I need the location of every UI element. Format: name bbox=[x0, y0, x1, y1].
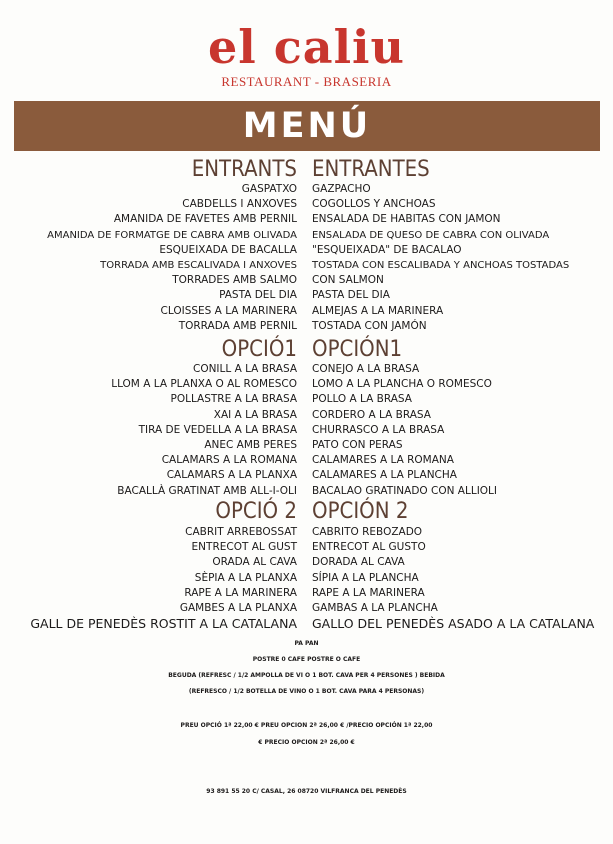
bread-line: PA PAN bbox=[294, 640, 319, 647]
section-title-ca: ENTRANTS bbox=[191, 157, 297, 182]
menu-item: SÈPIA A LA PLANXA SÍPIA A LA PLANCHA bbox=[194, 571, 419, 584]
menu-item: TIRA DE VEDELLA A LA BRASA CHURRASCO A LA BRASA bbox=[138, 423, 445, 436]
menu-item: ORADA AL CAVA DORADA AL CAVA bbox=[212, 556, 405, 569]
entrants-list bbox=[0, 182, 613, 334]
menu-item: CABRIT ARREBOSSAT CABRITO REBOZADO bbox=[185, 526, 423, 538]
menu-item: TORRADA AMB ESCALIVADA I ANXOVES TOSTADA CON ESCALIBADA Y ANCHOAS TOSTADAS bbox=[100, 259, 570, 271]
section-header-opcio1 bbox=[0, 336, 613, 364]
menu-item: CONILL A LA BRASA CONEJO A LA BRASA bbox=[192, 363, 420, 375]
section-header-opcio2 bbox=[0, 498, 613, 526]
menu-item: ENTRECOT AL GUST ENTRECOT AL GUSTO bbox=[191, 541, 426, 554]
price-line-1: PREU OPCIÓ 1ª 22,00 € PREU OPCION 2ª 26,00 € /PRECIO OPCIÓN 1ª 22,00 bbox=[180, 722, 433, 729]
section-header-entrants bbox=[0, 156, 613, 184]
section-title-es: OPCIÓN 2 bbox=[312, 499, 409, 524]
section-title-es: OPCIÓN1 bbox=[312, 337, 403, 362]
opcio1-list bbox=[0, 362, 613, 499]
menu-item: POLLASTRE A LA BRASA POLLO A LA BRASA bbox=[170, 393, 412, 406]
menu-item: XAI A LA BRASA CORDERO A LA BRASA bbox=[213, 408, 431, 421]
menu-title-band bbox=[14, 101, 600, 151]
opcio2-list bbox=[0, 525, 613, 632]
menu-item: GALL DE PENEDÈS ROSTIT A LA CATALANA GALLO DEL PENEDÈS ASADO A LA CATALANA bbox=[30, 616, 595, 632]
section-title-es: ENTRANTES bbox=[312, 157, 430, 182]
menu-item: CLOISSES A LA MARINERA ALMEJAS A LA MARINERA bbox=[160, 304, 444, 317]
menu-item: GASPATXO GAZPACHO bbox=[241, 183, 371, 195]
section-title-ca: OPCIÓ1 bbox=[221, 337, 297, 362]
drink-line-1: BEGUDA (REFRESC / 1/2 AMPOLLA DE VI O 1 BOT. CAVA PER 4 PERSONES ) BEBIDA bbox=[168, 672, 445, 679]
menu-item: RAPE A LA MARINERA RAPE A LA MARINERA bbox=[184, 586, 425, 599]
contact-line: 93 891 55 20 C/ CASAL, 26 08720 VILFRANCA DEL PENEDÈS bbox=[206, 788, 407, 795]
menu-item: AMANIDA DE FAVETES AMB PERNIL ENSALADA DE HABITAS CON JAMON bbox=[113, 213, 501, 226]
menu-item: ESQUEIXADA DE BACALLA "ESQUEIXADA" DE BACALAO bbox=[159, 243, 462, 256]
menu-item: LLOM A LA PLANXA O AL ROMESCO LOMO A LA PLANCHA O ROMESCO bbox=[111, 378, 492, 391]
dessert-line: POSTRE 0 CAFE POSTRE O CAFE bbox=[252, 656, 361, 663]
price-line-2: € PRECIO OPCION 2ª 26,00 € bbox=[258, 739, 355, 746]
restaurant-subtitle: RESTAURANT - BRASERIA bbox=[221, 74, 392, 89]
menu-title: MENÚ bbox=[242, 106, 372, 146]
restaurant-logo: el caliu bbox=[208, 20, 405, 74]
section-title-ca: OPCIÓ 2 bbox=[215, 499, 297, 524]
menu-item: TORRADA AMB PERNIL TOSTADA CON JAMÓN bbox=[178, 319, 427, 332]
menu-item: CABDELLS I ANXOVES COGOLLOS Y ANCHOAS bbox=[182, 198, 436, 211]
drink-line-2: (REFRESCO / 1/2 BOTELLA DE VINO O 1 BOT. CAVA PARA 4 PERSONAS) bbox=[188, 688, 425, 695]
menu-item: ANEC AMB PERES PATO CON PERAS bbox=[204, 438, 403, 451]
menu-item: GAMBES A LA PLANXA GAMBAS A LA PLANCHA bbox=[179, 601, 438, 614]
menu-item: BACALLÀ GRATINAT AMB ALL-I-OLI BACALAO GRATINADO CON ALLIOLI bbox=[117, 484, 497, 497]
menu-item: PASTA DEL DIA PASTA DEL DIA bbox=[219, 289, 390, 302]
menu-item: AMANIDA DE FORMATGE DE CABRA AMB OLIVADA ENSALADA DE QUESO DE CABRA CON OLIVADA bbox=[47, 229, 550, 241]
menu-item: CALAMARS A LA PLANXA CALAMARES A LA PLANCHA bbox=[166, 469, 457, 482]
menu-item: TORRADES AMB SALMO CON SALMON bbox=[172, 274, 384, 287]
menu-item: CALAMARS A LA ROMANA CALAMARES A LA ROMANA bbox=[161, 454, 454, 467]
